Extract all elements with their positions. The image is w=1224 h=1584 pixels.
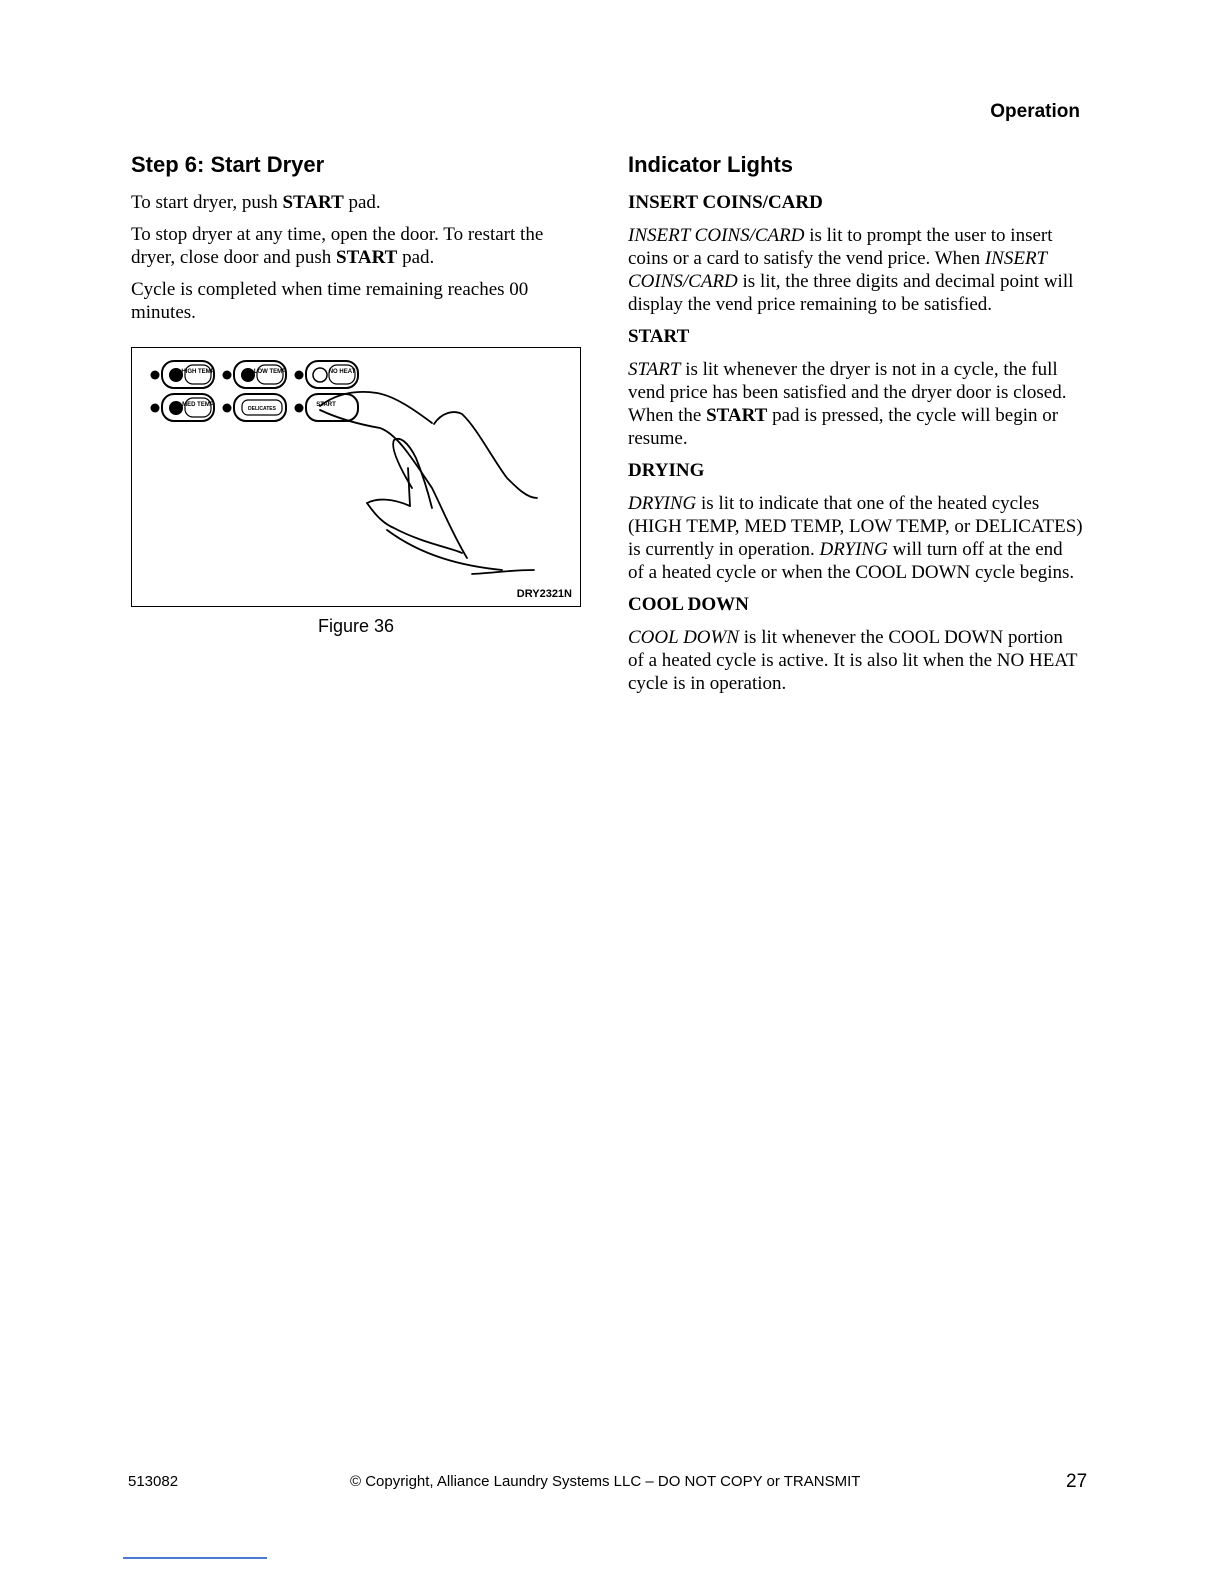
pad-no-heat [295, 361, 359, 388]
pad-high-temp [151, 361, 215, 388]
footer-doc-number: 513082 [128, 1473, 179, 1490]
figure-caption: Figure 36 [317, 616, 395, 636]
pad-med-temp [151, 394, 215, 421]
pad-label: START [316, 402, 336, 408]
paragraph-start-light: START is lit whenever the dryer is not in a cycle, the full vend price has been satisfied and the dryer door is closed. When the START pad is pressed, the cycle will begin or resume. [628, 359, 1067, 449]
indicator-lights-title: Indicator Lights [628, 152, 793, 177]
paragraph-insert-coins-card: INSERT COINS/CARD is lit to prompt the user to insert coins or a card to satisfy the vend price. When INSERT COINS/CARD is lit, the three digits and decimal point will display the vend price remaining to be satisfied. [628, 225, 1074, 315]
pad-label: LOW TEMP [253, 369, 287, 375]
right-column [628, 150, 1083, 704]
figure-code: DRY2321N [516, 588, 572, 600]
section-header: Operation [990, 101, 1080, 122]
heading-insert-coins-card: INSERT COINS/CARD [628, 192, 823, 213]
control-panel-illustration [132, 348, 581, 607]
footer-divider [123, 1557, 267, 1559]
pad-low-temp [223, 361, 287, 388]
pad-label: MED TEMP [182, 402, 214, 408]
figure-36 [131, 347, 581, 607]
paragraph-cool-down: COOL DOWN is lit whenever the COOL DOWN portion of a heated cycle is active. It is also lit when the NO HEAT cycle is in operation. [628, 627, 1078, 694]
pad-start [295, 394, 359, 421]
heading-drying: DRYING [628, 460, 705, 481]
pad-label: HIGH TEMP [181, 369, 215, 375]
footer-copyright: © Copyright, Alliance Laundry Systems LLC – DO NOT COPY or TRANSMIT [350, 1473, 861, 1490]
step-title: Step 6: Start Dryer [131, 152, 325, 177]
heading-start: START [628, 326, 690, 347]
paragraph-start: To start dryer, push START pad. [131, 192, 381, 213]
heading-cool-down: COOL DOWN [628, 594, 749, 615]
pad-label: NO HEAT [328, 369, 356, 375]
left-column [131, 150, 586, 333]
paragraph-stop: To stop dryer at any time, open the door. To restart the dryer, close door and push START pad. [131, 224, 544, 268]
paragraph-complete: Cycle is completed when time remaining reaches 00 minutes. [131, 279, 529, 323]
footer-page-number: 27 [1066, 1471, 1088, 1492]
paragraph-drying: DRYING is lit to indicate that one of the heated cycles (HIGH TEMP, MED TEMP, LOW TEMP, or DELICATES) is currently in operation. DRYING will turn off at the end of a heated cycle or when the COOL DOWN cycle begins. [628, 493, 1083, 583]
pad-label: DELICATES [248, 406, 276, 412]
pad-delicates [223, 394, 287, 421]
